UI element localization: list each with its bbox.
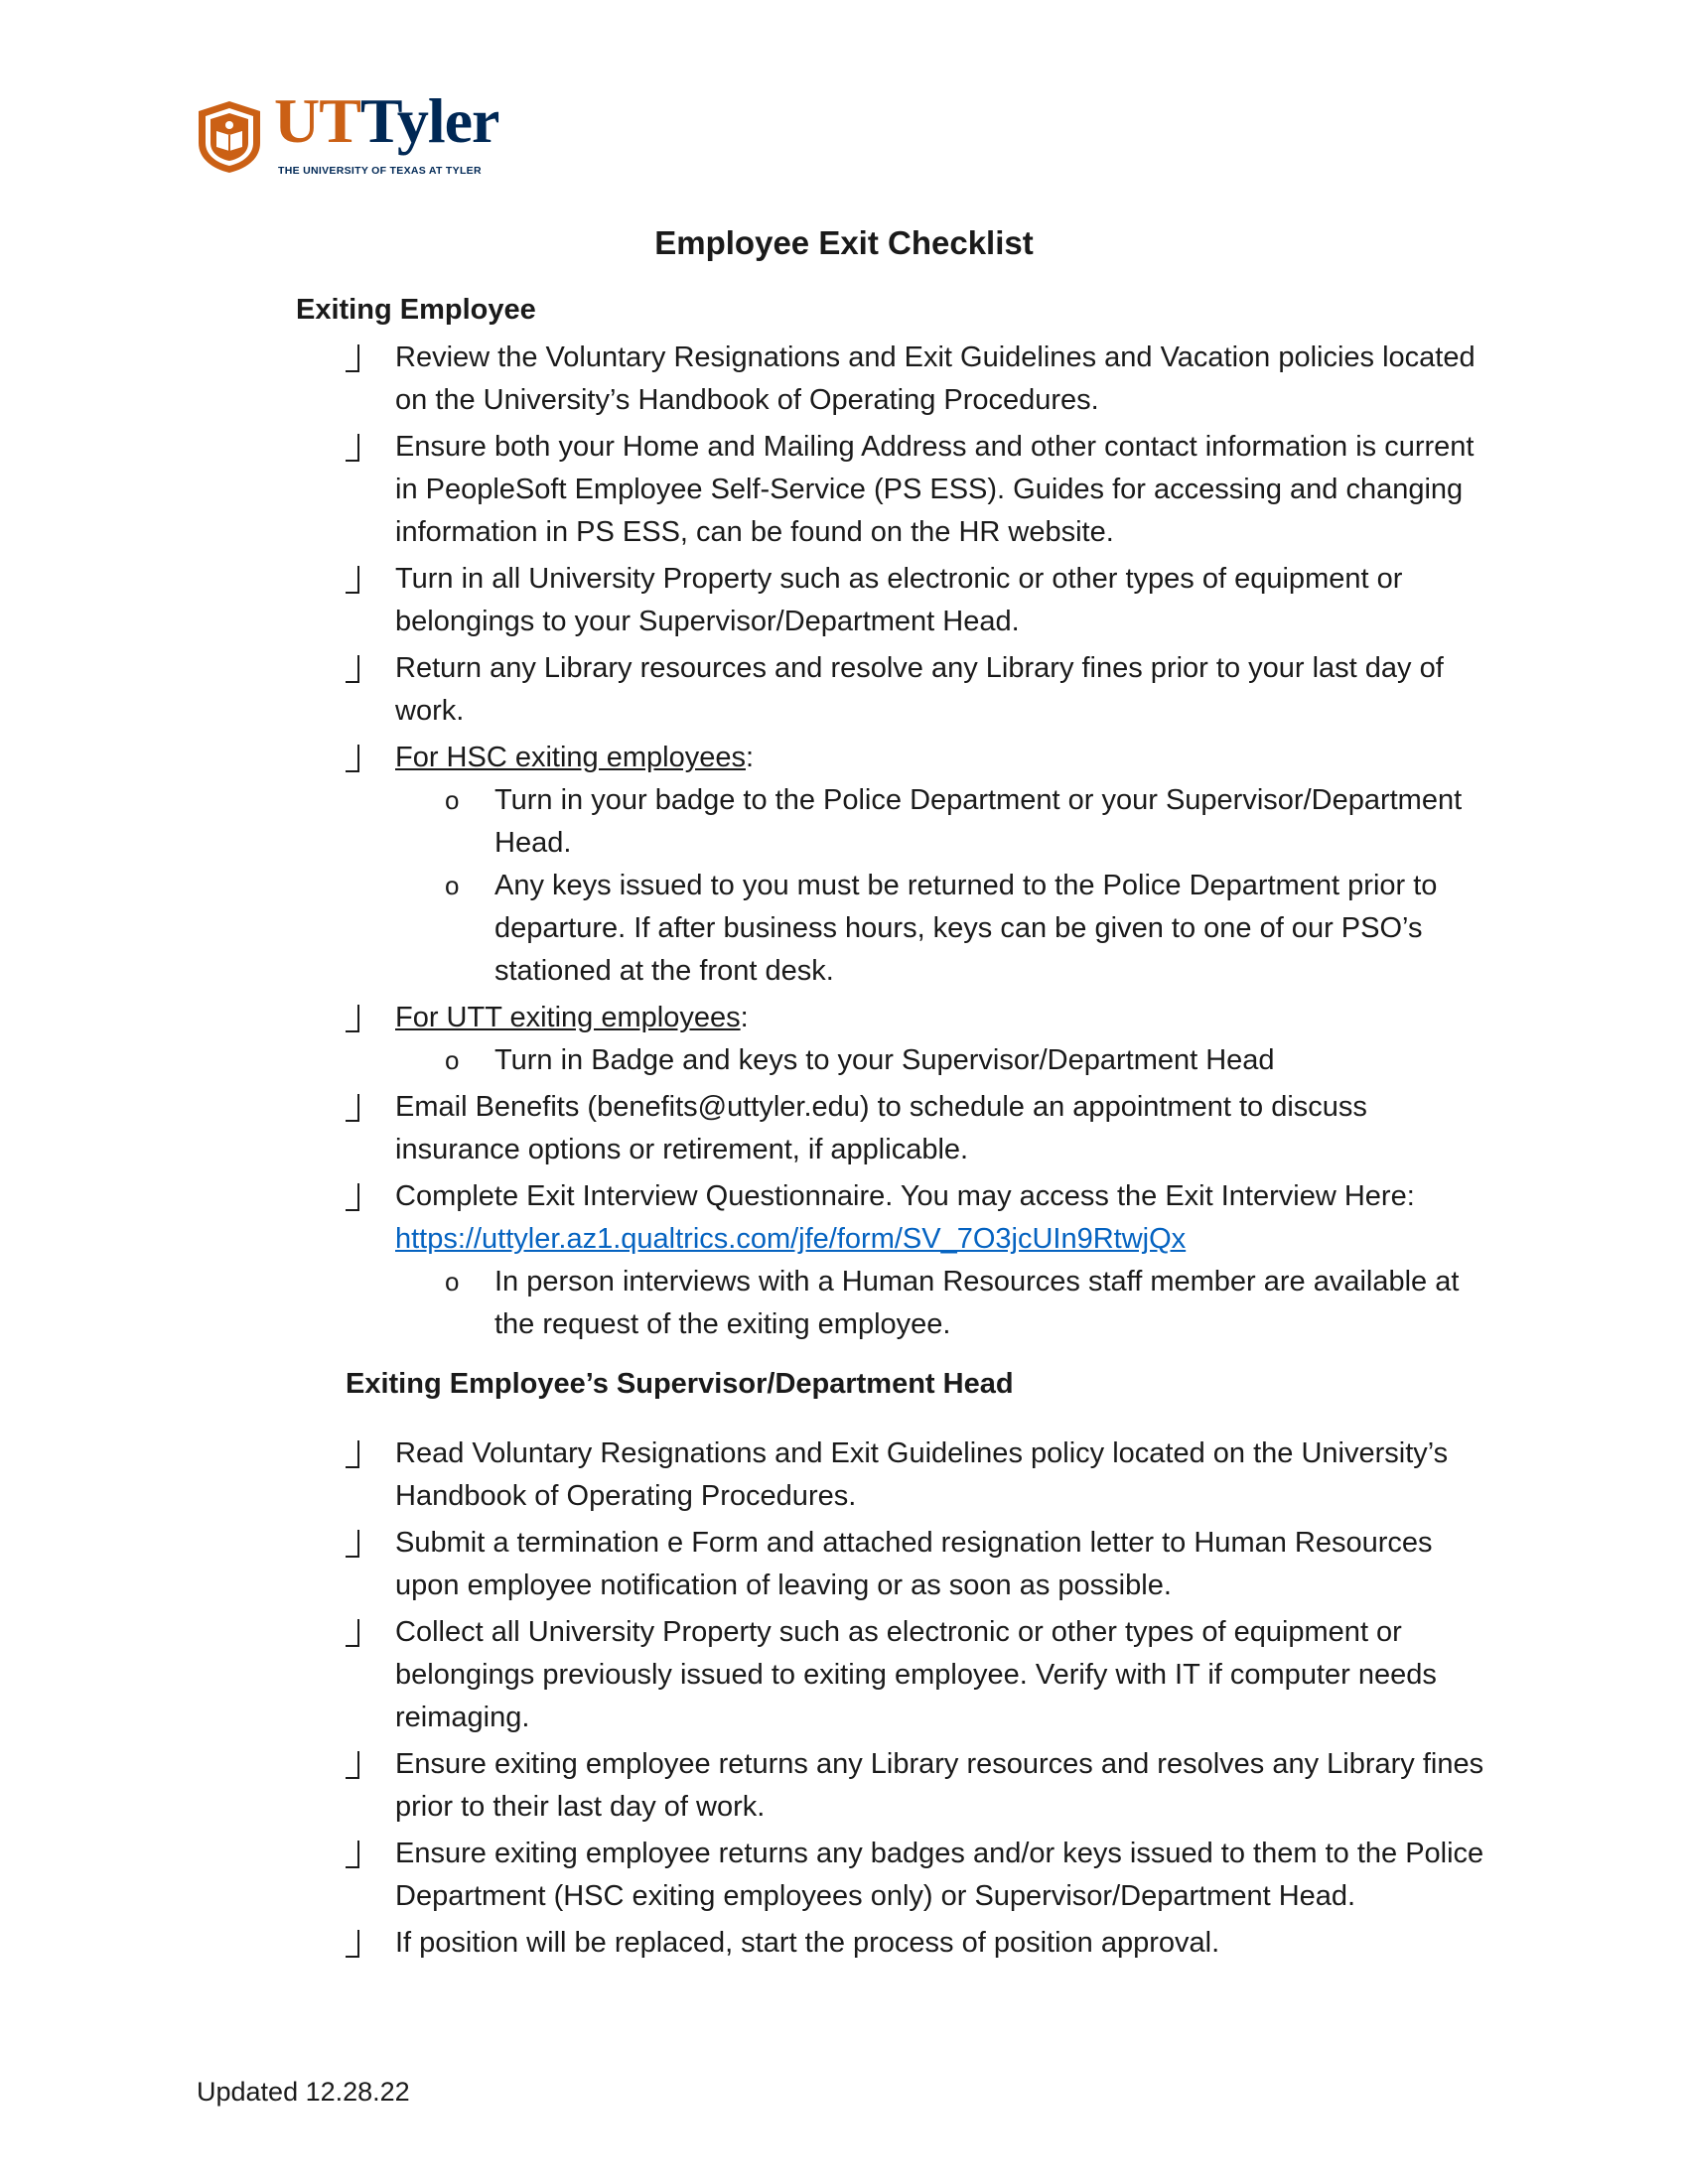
checklist-item-text: Ensure exiting employee returns any Library resources and resolves any Library fines prior to their last day of work. <box>395 1748 1484 1823</box>
checklist-item <box>395 1086 1487 1171</box>
utt-sublist <box>445 1039 1487 1082</box>
checklist-item <box>395 1743 1487 1829</box>
section-heading-exiting-employee: Exiting Employee <box>296 294 536 326</box>
checklist-item-text: Submit a termination e Form and attached resignation letter to Human Resources upon employee notification of leaving or as soon as possible. <box>395 1527 1433 1601</box>
checkbox-icon[interactable] <box>346 1440 359 1468</box>
section-heading-supervisor: Exiting Employee’s Supervisor/Department Head <box>346 1368 1014 1400</box>
checkbox-icon[interactable] <box>346 1005 359 1032</box>
sublist-item <box>445 779 1487 865</box>
ut-tyler-logo <box>195 85 522 185</box>
checklist-item-text: Email Benefits (benefits@uttyler.edu) to schedule an appointment to discuss insurance options or retirement, if applicable. <box>395 1091 1367 1165</box>
checkbox-icon[interactable] <box>346 1094 359 1122</box>
utt-label: For UTT exiting employees <box>395 1002 741 1033</box>
checkbox-icon[interactable] <box>346 1530 359 1558</box>
hsc-sublist <box>445 779 1487 993</box>
supervisor-checklist <box>395 1433 1487 1969</box>
utt-colon: : <box>740 1002 749 1033</box>
checkbox-icon[interactable] <box>346 344 359 372</box>
circle-bullet-icon: o <box>445 1267 460 1297</box>
checklist-item-exit-interview <box>395 1175 1487 1346</box>
sublist-item-text: Turn in your badge to the Police Department or your Supervisor/Department Head. <box>494 784 1463 859</box>
checkbox-icon[interactable] <box>346 434 359 462</box>
sublist-item-text: Any keys issued to you must be returned to the Police Department prior to departure. If after business hours, keys can be given to one of our PSO’s stationed at the front desk. <box>494 870 1438 987</box>
checklist-item <box>395 647 1487 733</box>
checklist-item <box>395 558 1487 643</box>
checklist-item-hsc <box>395 737 1487 993</box>
checklist-item <box>395 1433 1487 1518</box>
exit-interview-link[interactable]: https://uttyler.az1.qualtrics.com/jfe/form/SV_7O3jcUIn9RtwjQx <box>395 1223 1187 1255</box>
checkbox-icon[interactable] <box>346 1183 359 1211</box>
checkbox-icon[interactable] <box>346 1930 359 1958</box>
checkbox-icon[interactable] <box>346 655 359 683</box>
sublist-item-text: In person interviews with a Human Resources staff member are available at the request of the exiting employee. <box>494 1266 1460 1340</box>
checklist-item-text: Ensure both your Home and Mailing Address and other contact information is current in PeopleSoft Employee Self-Service (PS ESS). Guides for accessing and changing information in PS ESS, can be found on the HR website. <box>395 431 1475 548</box>
page-title: Employee Exit Checklist <box>654 224 1034 261</box>
checklist-item-text: Return any Library resources and resolve any Library fines prior to your last day of work. <box>395 652 1444 727</box>
checklist-item <box>395 1522 1487 1607</box>
checklist-item-utt <box>395 997 1487 1082</box>
exit-interview-text: Complete Exit Interview Questionnaire. You may access the Exit Interview Here: <box>395 1180 1415 1212</box>
checklist-item <box>395 1611 1487 1739</box>
checkbox-icon[interactable] <box>346 1841 359 1868</box>
checklist-item <box>395 1833 1487 1918</box>
exit-interview-sublist <box>445 1261 1487 1346</box>
sublist-item <box>445 865 1487 993</box>
checklist-item-text: If position will be replaced, start the process of position approval. <box>395 1927 1220 1959</box>
updated-date: Updated 12.28.22 <box>197 2077 410 2107</box>
checkbox-icon[interactable] <box>346 1751 359 1779</box>
checklist-item <box>395 337 1487 422</box>
checklist-item-text: Review the Voluntary Resignations and Exit Guidelines and Vacation policies located on the University’s Handbook of Operating Procedures. <box>395 341 1476 416</box>
circle-bullet-icon: o <box>445 785 460 815</box>
checklist-item-text: Turn in all University Property such as electronic or other types of equipment or belongings to your Supervisor/Department Head. <box>395 563 1403 637</box>
logo-tyler-text: Tyler <box>359 85 499 156</box>
checklist-item-text: Read Voluntary Resignations and Exit Guidelines policy located on the University’s Handbook of Operating Procedures. <box>395 1437 1449 1512</box>
hsc-colon: : <box>745 742 755 773</box>
logo-ut-text: UT <box>274 85 360 156</box>
hsc-label: For HSC exiting employees <box>395 742 746 773</box>
logo-wordmark <box>274 85 499 156</box>
circle-bullet-icon: o <box>445 1045 460 1075</box>
checklist-item-text: Ensure exiting employee returns any badges and/or keys issued to them to the Police Department (HSC exiting employees only) or Supervisor/Department Head. <box>395 1838 1484 1912</box>
sublist-item <box>445 1039 1487 1082</box>
sublist-item-text: Turn in Badge and keys to your Supervisor/Department Head <box>494 1044 1275 1076</box>
exiting-employee-checklist <box>395 337 1487 1350</box>
logo-tagline: THE UNIVERSITY OF TEXAS AT TYLER <box>278 165 482 177</box>
university-seal-icon <box>195 99 264 175</box>
checkbox-icon[interactable] <box>346 745 359 772</box>
checklist-item-text: Collect all University Property such as electronic or other types of equipment or belongings previously issued to exiting employee. Verify with IT if computer needs reimaging. <box>395 1616 1437 1733</box>
checklist-item <box>395 426 1487 554</box>
sublist-item <box>445 1261 1487 1346</box>
checkbox-icon[interactable] <box>346 1619 359 1647</box>
checklist-item <box>395 1922 1487 1965</box>
circle-bullet-icon: o <box>445 871 460 900</box>
checkbox-icon[interactable] <box>346 566 359 594</box>
